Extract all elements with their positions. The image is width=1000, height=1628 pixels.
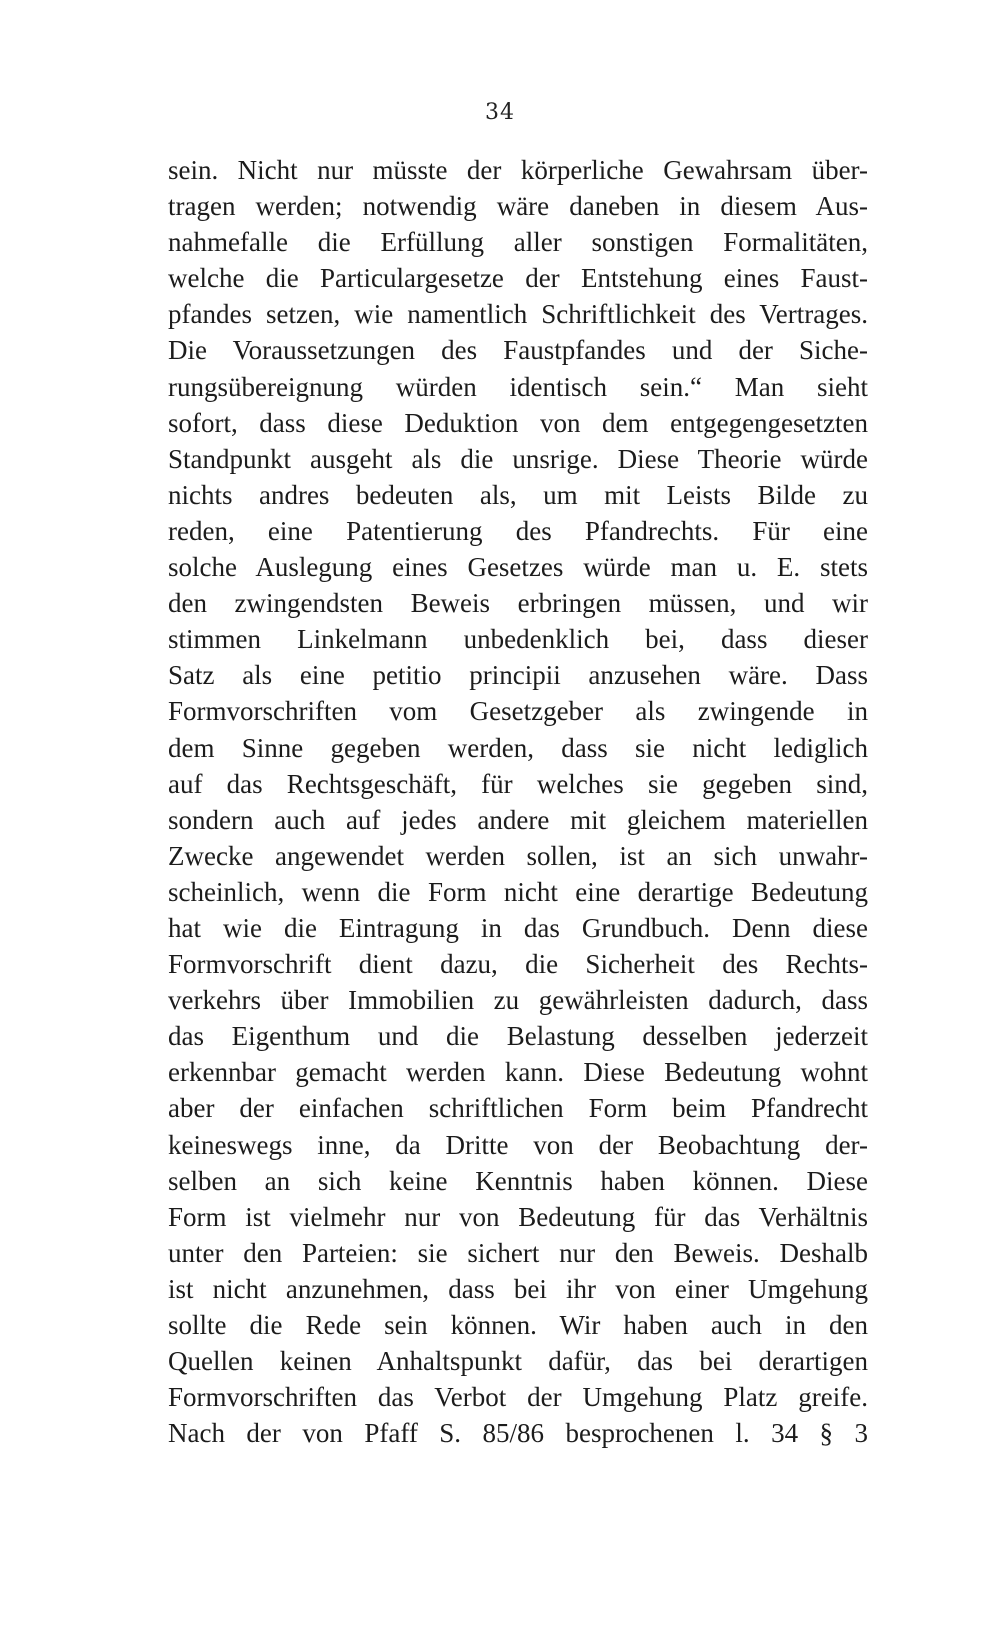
text-line: Form ist vielmehr nur von Bedeutung für das Verhältnis [168, 1201, 868, 1232]
text-line: Nach der von Pfaff S. 85/86 besprochenen l. 34 § 3 [168, 1418, 868, 1449]
text-line: hat wie die Eintragung in das Grundbuch. Denn diese [168, 912, 868, 943]
text-line: nahmefalle die Erfüllung aller sonstigen Formalitäten, [168, 227, 868, 258]
text-line: solche Auslegung eines Gesetzes würde man u. E. stets [168, 552, 868, 583]
text-line: tragen werden; notwendig wäre daneben in diesem Aus- [168, 191, 868, 222]
text-line: Formvorschriften vom Gesetzgeber als zwingende in [168, 696, 868, 727]
text-line: sondern auch auf jedes andere mit gleichem materiellen [168, 804, 868, 835]
text-line: erkennbar gemacht werden kann. Diese Bedeutung wohnt [168, 1057, 868, 1088]
text-line: aber der einfachen schriftlichen Form beim Pfandrecht [168, 1093, 868, 1124]
text-line: sein. Nicht nur müsste der körperliche Gewahrsam über- [168, 155, 868, 185]
text-line: welche die Particulargesetze der Entstehung eines Faust- [168, 263, 868, 294]
text-line: dem Sinne gegeben werden, dass sie nicht lediglich [168, 732, 868, 763]
text-line: reden, eine Patentierung des Pfandrechts. Für eine [168, 515, 868, 546]
page-number: 34 [485, 100, 515, 125]
text-line: nichts andres bedeuten als, um mit Leists Bilde zu [168, 479, 868, 510]
text-line: scheinlich, wenn die Form nicht eine derartige Bedeutung [168, 876, 868, 907]
text-line: das Eigenthum und die Belastung desselben jederzeit [168, 1021, 868, 1052]
text-line: Formvorschriften das Verbot der Umgehung Platz greife. [168, 1382, 868, 1413]
text-line: sollte die Rede sein können. Wir haben auch in den [168, 1310, 868, 1340]
text-line: den zwingendsten Beweis erbringen müssen, und wir [168, 588, 868, 619]
body-text [168, 152, 868, 1451]
text-line: keineswegs inne, da Dritte von der Beobachtung der- [168, 1129, 868, 1160]
text-line: Zwecke angewendet werden sollen, ist an sich unwahr- [168, 840, 868, 871]
text-line: Quellen keinen Anhaltspunkt dafür, das bei derartigen [168, 1346, 868, 1377]
text-line: pfandes setzen, wie namentlich Schriftlichkeit des Vertrages. [168, 299, 868, 330]
text-line: sofort, dass diese Deduktion von dem entgegengesetzten [168, 407, 868, 438]
text-line: auf das Rechtsgeschäft, für welches sie gegeben sind, [168, 768, 868, 799]
text-line: selben an sich keine Kenntnis haben können. Diese [168, 1165, 868, 1196]
text-line: Die Voraussetzungen des Faustpfandes und der Siche- [168, 335, 868, 366]
text-line: rungsübereignung würden identisch sein.“ Man sieht [168, 371, 868, 402]
text-line: ist nicht anzunehmen, dass bei ihr von einer Umgehung [168, 1273, 868, 1304]
text-line: verkehrs über Immobilien zu gewährleisten dadurch, dass [168, 985, 868, 1016]
text-line: Satz als eine petitio principii anzusehen wäre. Dass [168, 660, 868, 691]
text-line: unter den Parteien: sie sichert nur den Beweis. Deshalb [168, 1237, 868, 1268]
text-line: Standpunkt ausgeht als die unsrige. Diese Theorie würde [168, 443, 868, 474]
text-line: stimmen Linkelmann unbedenklich bei, dass dieser [168, 624, 868, 655]
text-line: Formvorschrift dient dazu, die Sicherheit des Rechts- [168, 949, 868, 980]
